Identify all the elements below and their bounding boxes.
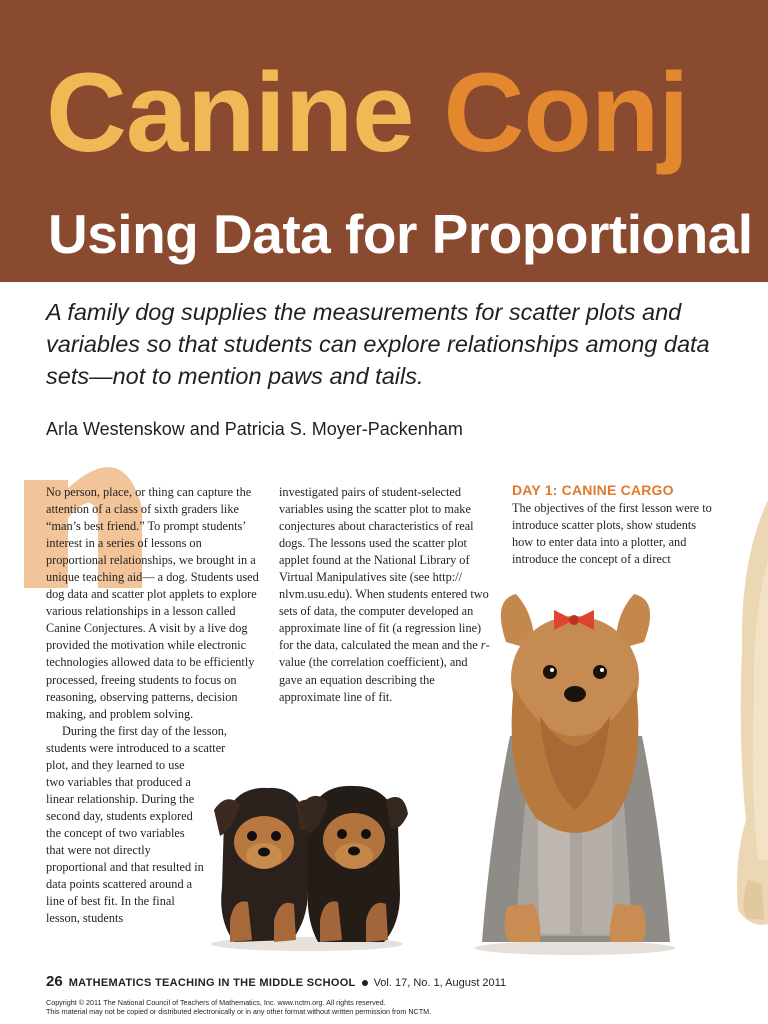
title-word-conj: Conj bbox=[443, 50, 689, 175]
text-column-2 bbox=[279, 484, 491, 706]
page-footer bbox=[46, 974, 506, 991]
text-column-1 bbox=[46, 484, 262, 927]
issue-info: Vol. 17, No. 1, August 2011 bbox=[373, 977, 507, 989]
applet-text-part2: -value (the correlation coefficient), and gave an equation describing the approximate line of fit. bbox=[279, 638, 490, 704]
bullet-icon bbox=[362, 980, 368, 986]
article-title bbox=[46, 28, 688, 198]
yorkshire-terrier-icon bbox=[470, 586, 680, 956]
applet-text-part1: investigated pairs of student-selected variables using the scatter plot to make conjectures about characteristics of real dogs. The lessons used the scatter plot applet found at the National Library of Virtual Manipulatives site (see http:// nlvm.usu.edu). When students entered two sets of data, the computer developed an approximate line of fit (a regression line) for the data, calculated the mean and the bbox=[279, 485, 489, 653]
page-number: 26 bbox=[46, 973, 63, 990]
article-subtitle: Using Data for Proportional bbox=[48, 203, 753, 265]
copyright-line-1: Copyright © 2011 The National Council of Teachers of Mathematics, Inc. www.nctm.org. All rights reserved. bbox=[46, 998, 386, 1007]
journal-name: MATHEMATICS TEACHING IN THE MIDDLE SCHOOL bbox=[68, 977, 356, 989]
paragraph-intro: No person, place, or thing can capture the attention of a class of sixth graders like “man’s best friend.” To prompt students’ interest in a series of lessons on proportional relationships, we brought in a unique teaching aid— a dog. Students used dog data and scatter plot applets to explore various relationships in a lesson called Canine Conjectures. A visit by a live dog provided the motivation while electronic technologies allowed data to be efficiently processed, freeing students to focus on reasoning, observing patterns, decision making, and problem solving. bbox=[46, 485, 259, 721]
r-variable: r bbox=[480, 638, 486, 653]
title-banner bbox=[0, 0, 768, 282]
copyright-line-2: This material may not be copied or distributed electronically or in any other format without written permission from NCTM. bbox=[46, 1007, 432, 1016]
paragraph-lesson-overview-start: During the first day of the lesson, students were introduced to a scatter bbox=[46, 723, 227, 755]
title-word-canine: Canine bbox=[46, 50, 414, 175]
paragraph-day-1-objectives: The objectives of the first lesson were to introduce scatter plots, show students how to enter data into a plotter, and introduce the concept of a direct bbox=[512, 501, 712, 567]
light-dog-partial-icon bbox=[730, 500, 768, 930]
section-heading-day-1: DAY 1: CANINE CARGO bbox=[512, 482, 674, 498]
paragraph-lesson-overview-wrap: plot, and they learned to use two variables that produced a linear relationship. During the second day, students explored the concept of two variables that were not directly proportional and that resulted in data points scattered around a line of best fit. In the final lesson, students bbox=[46, 757, 204, 926]
copyright-notice bbox=[46, 998, 431, 1016]
article-deck: A family dog supplies the measurements for scatter plots and variables so that students can explore relationships among data sets—not to mention paws and tails. bbox=[46, 299, 710, 389]
paragraph-scatter-plot-applet bbox=[279, 484, 491, 706]
text-column-3 bbox=[512, 500, 717, 568]
article-authors: Arla Westenskow and Patricia S. Moyer-Packenham bbox=[46, 419, 463, 439]
